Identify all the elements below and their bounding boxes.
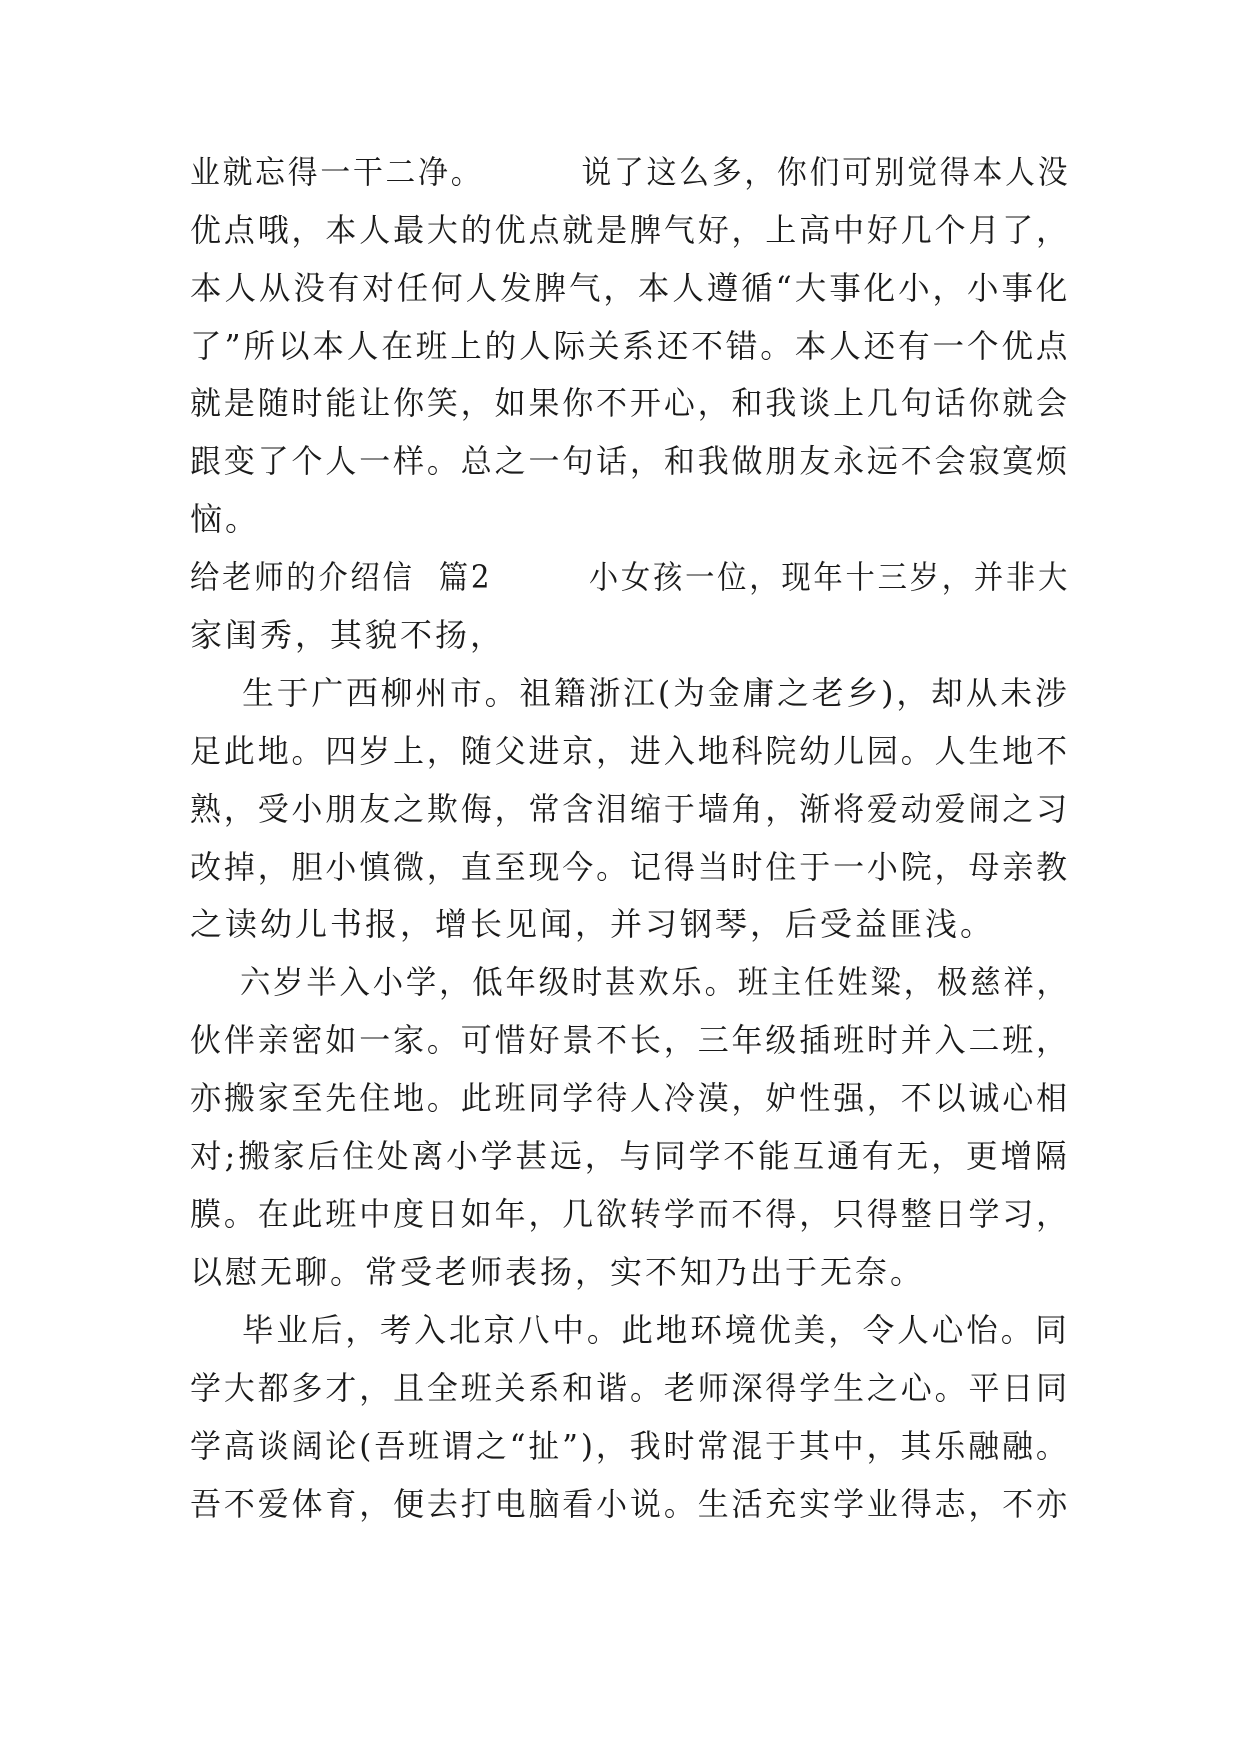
text-line: 对;搬家后住处离小学甚远，与同学不能互通有无，更增隔 [190, 1137, 1070, 1175]
text-line: 熟，受小朋友之欺侮，常含泪缩于墙角，渐将爱动爱闹之习 [190, 790, 1071, 828]
text-line: 亦搬家至先住地。此班同学待人冷漠，妒性强，不以诚心相 [190, 1079, 1071, 1117]
text-line: 学高谈阔论(吾班谓之“扯”)，我时常混于其中，其乐融融。 [190, 1427, 1070, 1465]
text-line: 学大都多才，且全班关系和谐。老师深得学生之心。平日同 [190, 1369, 1071, 1407]
text-line: 吾不爱体育，便去打电脑看小说。生活充实学业得志，不亦 [190, 1485, 1071, 1523]
paragraph-start-line: 六岁半入小学，低年级时甚欢乐。班主任姓粱，极慈祥， [190, 963, 1070, 1001]
text-line: 改掉，胆小慎微，直至现今。记得当时住于一小院，母亲教 [190, 848, 1071, 886]
paragraph-start-line: 生于广西柳州市。祖籍浙江(为金庸之老乡)，却从未涉 [190, 674, 1070, 712]
text-line: 业就忘得一干二净。 说了这么多，你们可别觉得本人没 [190, 153, 1071, 191]
text-line: 就是随时能让你笑，如果你不开心，和我谈上几句话你就会 [190, 384, 1071, 422]
text-line: 家闺秀，其貌不扬， [190, 616, 506, 654]
paragraph-start-line: 毕业后，考入北京八中。此地环境优美，令人心怡。同 [190, 1311, 1070, 1349]
text-line: 之读幼儿书报，增长见闻，并习钢琴，后受益匪浅。 [190, 905, 996, 943]
text-line: 恼。 [190, 500, 261, 538]
text-line: 了”所以本人在班上的人际关系还不错。本人还有一个优点 [190, 327, 1071, 365]
text-line: 本人从没有对任何人发脾气，本人遵循“大事化小，小事化 [190, 269, 1071, 307]
text-line: 以慰无聊。常受老师表扬，实不知乃出于无奈。 [190, 1253, 926, 1291]
text-line: 足此地。四岁上，随父进京，进入地科院幼儿园。人生地不 [190, 732, 1071, 770]
section-heading-line: 给老师的介绍信 篇2 小女孩一位，现年十三岁，并非大 [190, 558, 1071, 596]
text-line: 膜。在此班中度日如年，几欲转学而不得，只得整日学习， [190, 1195, 1071, 1233]
text-line: 跟变了个人一样。总之一句话，和我做朋友永远不会寂寞烦 [190, 442, 1071, 480]
text-line: 优点哦，本人最大的优点就是脾气好，上高中好几个月了， [190, 211, 1071, 249]
text-line: 伙伴亲密如一家。可惜好景不长，三年级插班时并入二班， [190, 1021, 1071, 1059]
